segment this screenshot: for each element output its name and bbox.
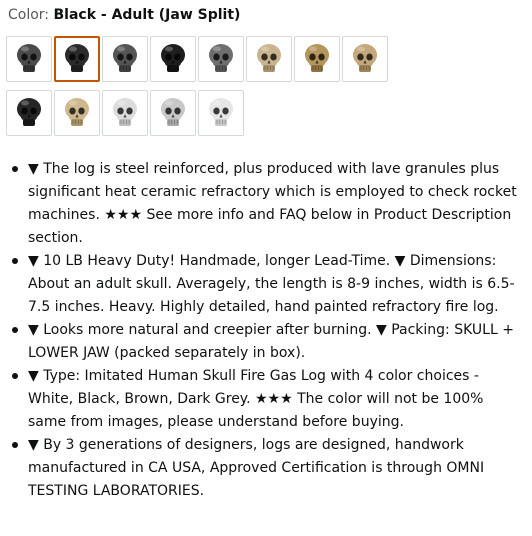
feature-bullet bbox=[8, 434, 520, 503]
swatch-row bbox=[6, 90, 426, 136]
skull-icon bbox=[58, 40, 96, 78]
color-swatch-5[interactable] bbox=[198, 36, 244, 82]
feature-bullet-text: ▼ 10 LB Heavy Duty! Handmade, longer Lead-Time. ▼ Dimensions: About an adult skull. Averagely, the length is 8-9 inches, width is 6.5-7.5 inches. Heavy. Highly detailed, hand painted refractory fire log. bbox=[28, 253, 515, 315]
bullet-dot bbox=[12, 442, 18, 448]
color-swatch-11[interactable] bbox=[102, 90, 148, 136]
feature-bullet bbox=[8, 319, 520, 365]
skull-icon bbox=[250, 40, 288, 78]
color-swatch-7[interactable] bbox=[294, 36, 340, 82]
skull-icon bbox=[10, 40, 48, 78]
color-swatch-8[interactable] bbox=[342, 36, 388, 82]
color-swatch-13[interactable] bbox=[198, 90, 244, 136]
skull-icon bbox=[10, 94, 48, 132]
feature-bullet bbox=[8, 250, 520, 319]
color-label: Color: bbox=[8, 7, 50, 23]
color-selection-row bbox=[8, 6, 240, 24]
color-swatch-2[interactable] bbox=[54, 36, 100, 82]
feature-bullet-text: ▼ Type: Imitated Human Skull Fire Gas Log with 4 color choices - White, Black, Brown, Dark Grey. ★★★ The color will not be 100% same from images, please understand before buying. bbox=[28, 368, 484, 430]
feature-bullet bbox=[8, 158, 520, 250]
color-swatch-10[interactable] bbox=[54, 90, 100, 136]
bullet-dot bbox=[12, 327, 18, 333]
feature-bullet-text: ▼ Looks more natural and creepier after burning. ▼ Packing: SKULL + LOWER JAW (packed separately in box). bbox=[28, 322, 514, 361]
color-swatch-1[interactable] bbox=[6, 36, 52, 82]
skull-icon bbox=[202, 94, 240, 132]
color-swatch-9[interactable] bbox=[6, 90, 52, 136]
bullet-dot bbox=[12, 258, 18, 264]
skull-icon bbox=[106, 94, 144, 132]
feature-bullet-text: ▼ By 3 generations of designers, logs are designed, handwork manufactured in CA USA, Approved Certification is through OMNI TESTING LABORATORIES. bbox=[28, 437, 485, 499]
skull-icon bbox=[58, 94, 96, 132]
color-swatch-3[interactable] bbox=[102, 36, 148, 82]
bullet-dot bbox=[12, 373, 18, 379]
skull-icon bbox=[154, 40, 192, 78]
skull-icon bbox=[202, 40, 240, 78]
color-swatch-6[interactable] bbox=[246, 36, 292, 82]
selected-color-value: Black - Adult (Jaw Split) bbox=[53, 7, 241, 23]
skull-icon bbox=[106, 40, 144, 78]
color-swatch-4[interactable] bbox=[150, 36, 196, 82]
feature-bullet-text: ▼ The log is steel reinforced, plus produced with lave granules plus significant heat ceramic refractory which is employed to check rocket machines. ★★★ See more info and FAQ below in Product Description section. bbox=[28, 161, 517, 246]
feature-bullet-list bbox=[8, 158, 520, 503]
feature-bullet bbox=[8, 365, 520, 434]
skull-icon bbox=[154, 94, 192, 132]
color-swatch-grid bbox=[6, 36, 426, 144]
skull-icon bbox=[346, 40, 384, 78]
bullet-dot bbox=[12, 166, 18, 172]
swatch-row bbox=[6, 36, 426, 82]
skull-icon bbox=[298, 40, 336, 78]
color-swatch-12[interactable] bbox=[150, 90, 196, 136]
